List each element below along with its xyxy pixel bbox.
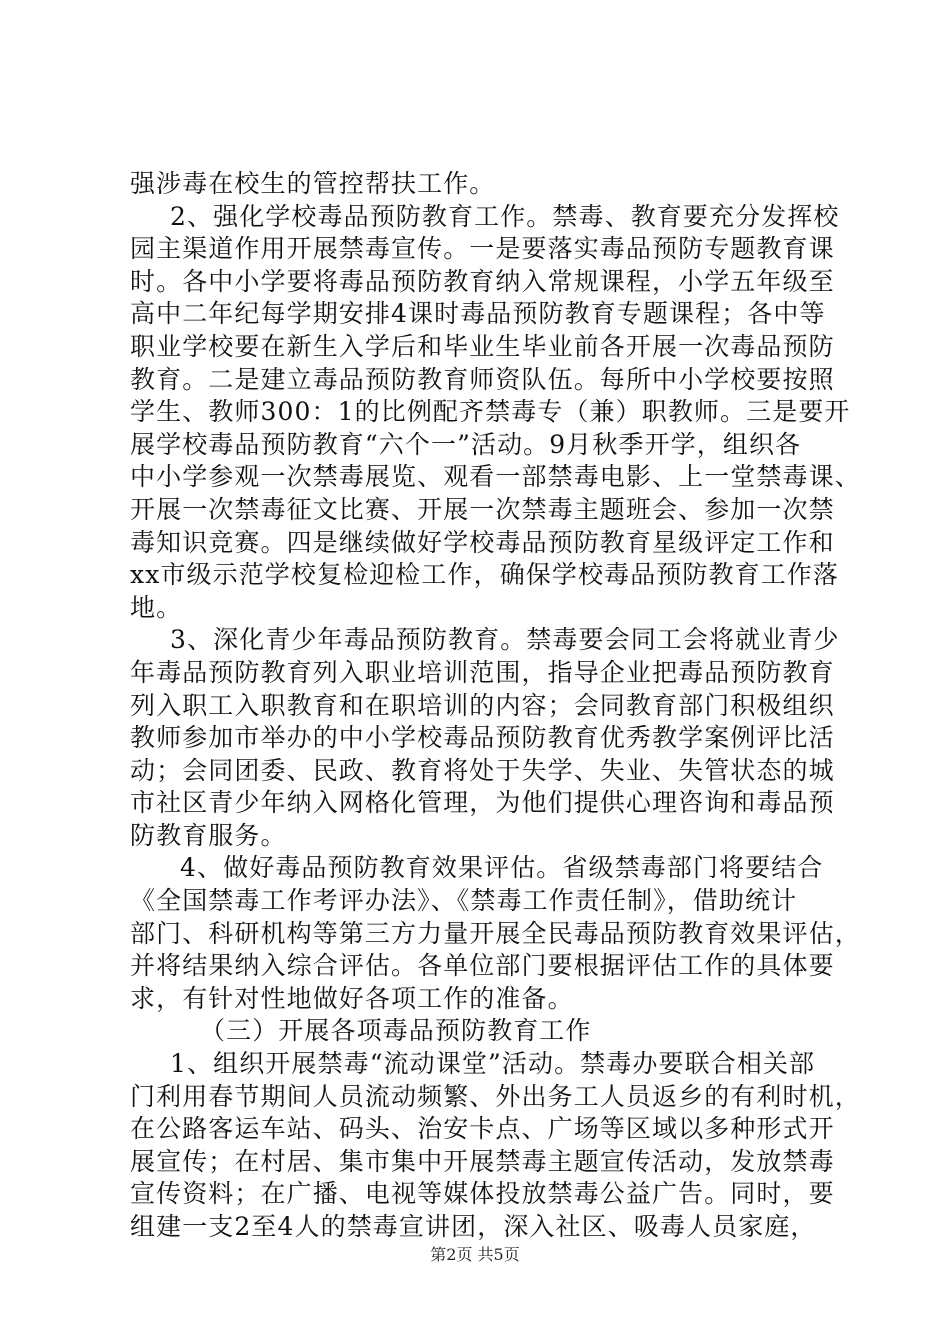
text-line: 展宣传；在村居、集市集中开展禁毒主题宣传活动，发放禁毒 — [130, 1146, 835, 1176]
paragraph-start-line: 2、强化学校毒品预防教育工作。禁毒、教育要充分发挥校 — [170, 201, 840, 231]
text-line: 教育。二是建立毒品预防教育师资队伍。每所中小学校要按照 — [130, 364, 835, 394]
text-line: 职业学校要在新生入学后和毕业生毕业前各开展一次毒品预防 — [130, 331, 835, 361]
text-line: 组建一支2至4人的禁毒宣讲团，深入社区、吸毒人员家庭， — [130, 1212, 817, 1241]
text-line: 列入职工入职教育和在职培训的内容；会同教育部门积极组织 — [130, 690, 835, 720]
text-line: 求，有针对性地做好各项工作的准备。 — [130, 983, 574, 1013]
text-line: 宣传资料；在广播、电视等媒体投放禁毒公益广告。同时，要 — [130, 1179, 835, 1209]
text-line: 时。各中小学要将毒品预防教育纳入常规课程，小学五年级至 — [130, 266, 835, 296]
text-line: 《全国禁毒工作考评办法》、《禁毒工作责任制》，借助统计 — [130, 886, 798, 916]
paragraph-start-line: 3、深化青少年毒品预防教育。禁毒要会同工会将就业青少 — [170, 625, 840, 655]
paragraph-start-line: 4、做好毒品预防教育效果评估。省级禁毒部门将要结合 — [180, 853, 824, 883]
text-line: 防教育服务。 — [130, 820, 287, 850]
paragraph-start-line: 1、组织开展禁毒“流动课堂”活动。禁毒办要联合相关部 — [170, 1049, 816, 1079]
text-line: 地。 — [130, 592, 183, 622]
text-line: 在公路客运车站、码头、治安卡点、广场等区域以多种形式开 — [130, 1114, 835, 1144]
text-line: 开展一次禁毒征文比赛、开展一次禁毒主题班会、参加一次禁 — [130, 494, 835, 524]
text-line: 门利用春节期间人员流动频繁、外出务工人员返乡的有利时机， — [130, 1081, 861, 1111]
text-line: 强涉毒在校生的管控帮扶工作。 — [130, 169, 496, 198]
text-line: 动；会同团委、民政、教育将处于失学、失业、失管状态的城 — [130, 755, 835, 785]
text-line: 高中二年纪每学期安排4课时毒品预防教育专题课程；各中等 — [130, 299, 826, 329]
text-line: 部门、科研机构等第三方力量开展全民毒品预防教育效果评估， — [130, 918, 861, 948]
text-line: 市社区青少年纳入网格化管理，为他们提供心理咨询和毒品预 — [130, 788, 835, 818]
text-line: 中小学参观一次禁毒展览、观看一部禁毒电影、上一堂禁毒课、 — [130, 462, 861, 492]
document-body — [130, 168, 861, 1244]
text-line: 年毒品预防教育列入职业培训范围，指导企业把毒品预防教育 — [130, 657, 835, 687]
text-line: 教师参加市举办的中小学校毒品预防教育优秀教学案例评比活 — [130, 723, 835, 753]
text-line: xx市级示范学校复检迎检工作，确保学校毒品预防教育工作落 — [130, 560, 840, 590]
text-line: 毒知识竞赛。四是继续做好学校毒品预防教育星级评定工作和 — [130, 527, 835, 557]
text-line: 并将结果纳入综合评估。各单位部门要根据评估工作的具体要 — [130, 951, 835, 981]
text-line: 学生、教师300：1的比例配齐禁毒专（兼）职教师。三是要开 — [130, 397, 851, 427]
text-line: 园主渠道作用开展禁毒宣传。一是要落实毒品预防专题教育课 — [130, 234, 835, 264]
text-line: 展学校毒品预防教育“六个一”活动。9月秋季开学，组织各 — [130, 429, 802, 459]
page-number-footer: 第2页 共5页 — [430, 1245, 520, 1264]
section-heading: （三）开展各项毒品预防教育工作 — [200, 1016, 592, 1046]
